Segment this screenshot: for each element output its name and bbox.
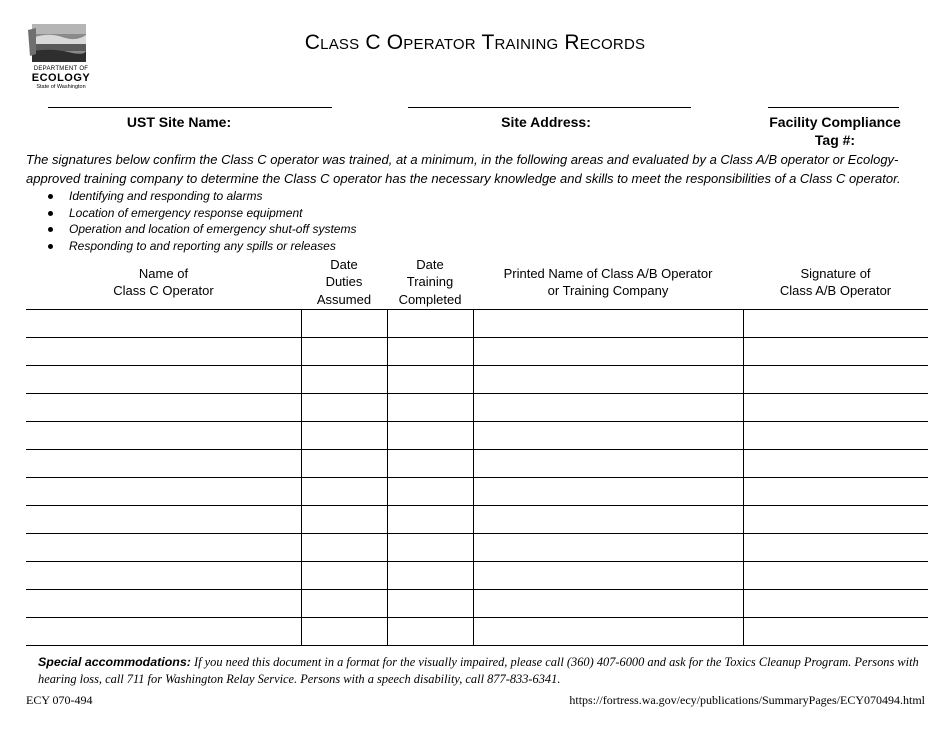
operator-name-cell[interactable] bbox=[26, 590, 301, 618]
date-training-cell[interactable] bbox=[387, 450, 473, 478]
header-text: Class A/B Operator bbox=[779, 283, 892, 298]
operator-name-cell[interactable] bbox=[26, 310, 301, 338]
operator-name-cell[interactable] bbox=[26, 422, 301, 450]
header-text: Training bbox=[406, 274, 454, 290]
header-date-duties bbox=[301, 255, 387, 310]
form-number: ECY 070-494 bbox=[26, 693, 93, 707]
date-training-cell[interactable] bbox=[387, 338, 473, 366]
header-text: Assumed bbox=[316, 291, 372, 307]
table-row bbox=[26, 478, 928, 506]
facility-tag-label-line1: Facility Compliance bbox=[769, 114, 901, 130]
bullet-icon bbox=[48, 194, 53, 199]
date-duties-cell[interactable] bbox=[301, 338, 387, 366]
table-row bbox=[26, 450, 928, 478]
header-text: Date bbox=[416, 256, 444, 272]
list-item-text: Identifying and responding to alarms bbox=[69, 189, 263, 203]
table-row bbox=[26, 310, 928, 338]
printed-name-cell[interactable] bbox=[473, 562, 743, 590]
signature-cell[interactable] bbox=[743, 310, 928, 338]
accommodations-notice bbox=[38, 654, 928, 688]
date-duties-cell[interactable] bbox=[301, 422, 387, 450]
list-item bbox=[26, 238, 626, 255]
printed-name-cell[interactable] bbox=[473, 422, 743, 450]
signature-cell[interactable] bbox=[743, 618, 928, 646]
table-row bbox=[26, 534, 928, 562]
header-printed-name bbox=[473, 255, 743, 310]
operator-name-cell[interactable] bbox=[26, 450, 301, 478]
signature-cell[interactable] bbox=[743, 506, 928, 534]
header-text: Name of bbox=[138, 265, 189, 281]
signature-cell[interactable] bbox=[743, 562, 928, 590]
table-row bbox=[26, 506, 928, 534]
signature-cell[interactable] bbox=[743, 534, 928, 562]
operator-name-cell[interactable] bbox=[26, 506, 301, 534]
site-name-label: UST Site Name: bbox=[126, 114, 232, 130]
bullet-icon bbox=[48, 244, 53, 249]
logo-state: State of Washington bbox=[36, 84, 86, 90]
signature-cell[interactable] bbox=[743, 366, 928, 394]
publication-url[interactable]: https://fortress.wa.gov/ecy/publications/SummaryPages/ECY070494.html bbox=[569, 693, 925, 707]
printed-name-cell[interactable] bbox=[473, 450, 743, 478]
table-row bbox=[26, 422, 928, 450]
intro-paragraph: The signatures below confirm the Class C operator was trained, at a minimum, in the following areas and evaluated by a Class A/B operator or Ecology-approved training company to determine the Class C operator has the necessary knowledge and skills to meet the responsibilities of a Class C operator. bbox=[26, 152, 901, 186]
signature-cell[interactable] bbox=[743, 338, 928, 366]
signature-cell[interactable] bbox=[743, 422, 928, 450]
table-row bbox=[26, 394, 928, 422]
signature-cell[interactable] bbox=[743, 394, 928, 422]
date-training-cell[interactable] bbox=[387, 478, 473, 506]
date-duties-cell[interactable] bbox=[301, 506, 387, 534]
operator-name-cell[interactable] bbox=[26, 394, 301, 422]
operator-name-cell[interactable] bbox=[26, 366, 301, 394]
date-duties-cell[interactable] bbox=[301, 590, 387, 618]
page-title: Class C Operator Training Records bbox=[304, 31, 646, 54]
table-row bbox=[26, 590, 928, 618]
operator-name-cell[interactable] bbox=[26, 478, 301, 506]
date-duties-cell[interactable] bbox=[301, 478, 387, 506]
bullet-icon bbox=[48, 227, 53, 232]
logo-department: DEPARTMENT OF bbox=[33, 66, 89, 72]
date-duties-cell[interactable] bbox=[301, 366, 387, 394]
site-address-line[interactable] bbox=[408, 107, 691, 108]
list-item-text: Responding to and reporting any spills or releases bbox=[69, 239, 336, 254]
list-item bbox=[26, 205, 626, 222]
date-duties-cell[interactable] bbox=[301, 618, 387, 646]
operator-name-cell[interactable] bbox=[26, 618, 301, 646]
date-training-cell[interactable] bbox=[387, 506, 473, 534]
signature-cell[interactable] bbox=[743, 450, 928, 478]
header-signature bbox=[743, 255, 928, 310]
operator-name-cell[interactable] bbox=[26, 534, 301, 562]
header-date-training bbox=[387, 255, 473, 310]
operator-name-cell[interactable] bbox=[26, 338, 301, 366]
date-duties-cell[interactable] bbox=[301, 310, 387, 338]
date-duties-cell[interactable] bbox=[301, 534, 387, 562]
date-duties-cell[interactable] bbox=[301, 450, 387, 478]
date-training-cell[interactable] bbox=[387, 618, 473, 646]
date-training-cell[interactable] bbox=[387, 310, 473, 338]
date-training-cell[interactable] bbox=[387, 590, 473, 618]
header-text: Class C Operator bbox=[113, 283, 214, 298]
table-header-row bbox=[26, 255, 928, 310]
date-duties-cell[interactable] bbox=[301, 394, 387, 422]
printed-name-cell[interactable] bbox=[473, 506, 743, 534]
printed-name-cell[interactable] bbox=[473, 590, 743, 618]
printed-name-cell[interactable] bbox=[473, 478, 743, 506]
header-text: Date bbox=[330, 256, 358, 272]
table-row bbox=[26, 562, 928, 590]
accommodations-text: If you need this document in a format for the visually impaired, please call (360) 407-6000 and ask for the Toxics Cleanup Program. Persons with hearing loss, call 711 for Washington Relay Service. Persons with a speech disability, call 877-833-6341. bbox=[38, 655, 919, 686]
site-address-label: Site Address: bbox=[501, 114, 591, 130]
date-duties-cell[interactable] bbox=[301, 562, 387, 590]
logo-ecology: ECOLOGY bbox=[31, 72, 91, 84]
date-training-cell[interactable] bbox=[387, 366, 473, 394]
printed-name-cell[interactable] bbox=[473, 310, 743, 338]
table-row bbox=[26, 366, 928, 394]
signature-cell[interactable] bbox=[743, 590, 928, 618]
table-row bbox=[26, 618, 928, 646]
table-row bbox=[26, 338, 928, 366]
facility-tag-line[interactable] bbox=[768, 107, 899, 108]
accommodations-label: Special accommodations: bbox=[38, 655, 191, 669]
printed-name-cell[interactable] bbox=[473, 618, 743, 646]
printed-name-cell[interactable] bbox=[473, 338, 743, 366]
date-training-cell[interactable] bbox=[387, 422, 473, 450]
printed-name-cell[interactable] bbox=[473, 534, 743, 562]
header-text: Completed bbox=[398, 291, 462, 307]
table-body bbox=[26, 310, 928, 646]
date-training-cell[interactable] bbox=[387, 534, 473, 562]
date-training-cell[interactable] bbox=[387, 562, 473, 590]
list-item-text: Location of emergency response equipment bbox=[69, 205, 303, 220]
list-item-text: Operation and location of emergency shut-off systems bbox=[69, 222, 357, 237]
header-text: Printed Name of Class A/B Operator bbox=[503, 265, 713, 281]
site-name-line[interactable] bbox=[48, 107, 332, 108]
printed-name-cell[interactable] bbox=[473, 366, 743, 394]
header-text: or Training Company bbox=[547, 283, 669, 298]
list-item bbox=[26, 188, 626, 205]
signature-cell[interactable] bbox=[743, 478, 928, 506]
training-areas-list bbox=[26, 188, 626, 255]
header-text: Signature of bbox=[800, 265, 871, 281]
operator-name-cell[interactable] bbox=[26, 562, 301, 590]
header-text: Duties bbox=[325, 274, 363, 290]
printed-name-cell[interactable] bbox=[473, 394, 743, 422]
facility-tag-label-line2: Tag #: bbox=[814, 132, 856, 148]
date-training-cell[interactable] bbox=[387, 394, 473, 422]
bullet-icon bbox=[48, 211, 53, 216]
list-item bbox=[26, 221, 626, 238]
training-records-table bbox=[26, 255, 928, 646]
header-operator-name bbox=[26, 255, 301, 310]
